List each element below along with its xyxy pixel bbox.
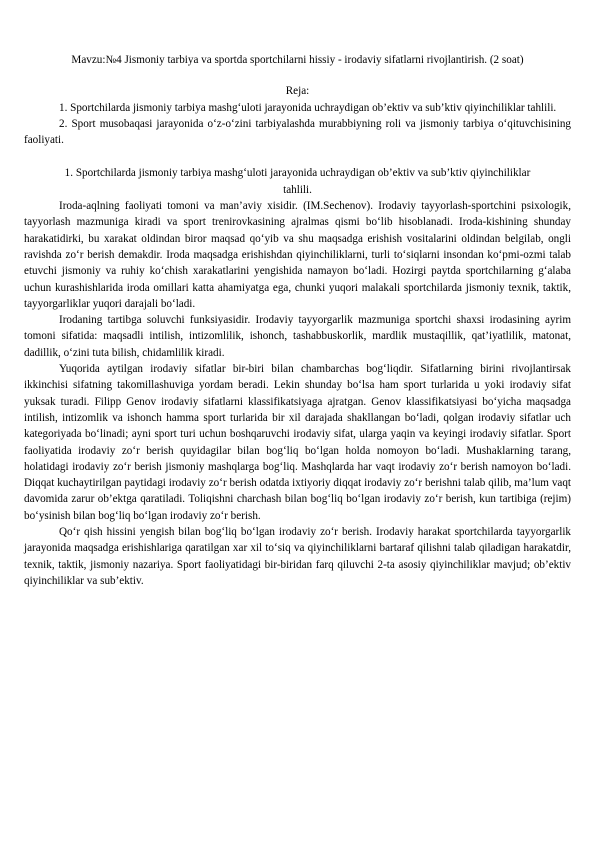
paragraph-3: Yuqorida aytilgan irodaviy sifatlar bir-biri bilan chambarchas bog‘liqdir. Sifatlarning birini rivojlantirsak ikkinchisi sifatning takomillashuviga yordam beradi. Lekin shunday bo‘lsa ham sport turlarida u yoki irodaviy sifat yuksak turadi. Filipp Genov irodaviy sifatlarni klassifikatsiyaga ajratgan. Genov klassifikatsiyasi bo‘yicha maqsadga intilish, intizomlik va ishonch hamma sport turlarida bir xil darajada shakllangan bo‘ladi, qolgan irodaviy sifatlar uch kategoriyada bo‘linadi; ayni sport turi uchun boshqaruvchi irodaviy sifat, ularga yaqin va keyingi irodaviy sifatlar. Sport faoliyatida irodaviy zo‘r berish quyidagilar bilan bog‘liq bo‘lgan holda nomoyon bo‘ladi. Mushaklarning tarang, holatidagi irodaviy zo‘r berish jismoniy mashqlarga bog‘liq. Mashqlarda har vaqt irodaviy zo‘r berish namoyon bo‘ladi. Diqqat kuchaytirilgan paytidagi irodaviy zo‘r berish odatda ixtiyoriy diqqat irodaviy zo‘r berishni talab qilib, ma’lum vaqt davomida zarur ob’ektga qaratiladi. Toliqishni charchash bilan bog‘liq bo‘lgan irodaviy zo‘r berish, kun tartibiga (rejim) bo‘ysinish bilan bog‘liq bo‘lgan irodaviy zo‘r berish.: [24, 363, 571, 522]
paragraph-1: Iroda-aqlning faoliyati tomoni va man’aviy xisidir. (IM.Sechenov). Irodaviy tayyorlash-sportchini psixologik, tayyorlash mazmuniga kiradi va sport trenirovkasining ajralmas qismi bo‘lib hisoblanadi. Iroda-kishining shunday harakatidirki, bu xarakat oldindan biror maqsad qo‘yib va shu maqsadga erishish vositalarini oldindan belgilab, ongli ravishda zo‘r berish demakdir. Iroda maqsadga erishishdan qiyinchiliklarni, turli to‘siqlarni insondan ko‘pmi-ozmi talab etuvchi jismoniy va ruhiy ko‘chish xarakatlarini yengishida namayon bo‘ladi. Hozirgi paytda sportchilarning g‘alaba uchun kurashishlarida iroda omillari katta ahamiyatga ega, chunki yuqori malakali sportchilarda jismoniy texnik, taktik, tayyorgarliklar yuqori darajali bo‘ladi.: [24, 200, 571, 310]
plan-label: Reja:: [285, 85, 310, 98]
document-page: [24, 52, 571, 589]
document-title: Mavzu:№4 Jismoniy tarbiya va sportda sportchilarni hissiy - irodaviy sifatlarni rivojlantirish. (2 soat): [71, 54, 524, 66]
section-heading: 1. Sportchilarda jismoniy tarbiya mashg‘uloti jarayonida uchraydigan ob’ektiv va sub’ktiv qiyinchiliklar tahlili.: [64, 167, 531, 196]
plan-item-1: 1. Sportchilarda jismoniy tarbiya mashg‘uloti jarayonida uchraydigan ob’ektiv va sub’ktiv qiyinchiliklar tahlili.: [59, 101, 557, 114]
plan-item-2: 2. Sport musobaqasi jarayonida o‘z-o‘zini tarbiyalashda murabbiyning roli va jismoniy tarbiya o‘qituvchisining faoliyati.: [24, 117, 571, 147]
paragraph-4: Qo‘r qish hissini yengish bilan bog‘liq bo‘lgan irodaviy zo‘r berish. Irodaviy harakat sportchilarda tayyorgarlik jarayonida maqsadga erishishlariga qaratilgan xar xil to‘siq va qiyinchiliklarni bartaraf qilishni talab qiladigan harakatdir, texnik, taktik, jismoniy nazariya. Sport faoliyatidagi bir-biridan farq qiluvchi 2-ta asosiy qiyinchiliklar mavjud; ob’ektiv qiyinchiliklar va sub’ektiv.: [24, 526, 571, 587]
paragraph-2: Irodaning tartibga soluvchi funksiyasidir. Irodaviy tayyorgarlik mazmuniga sportchi shaxsi irodasining ayrim tomoni sifatida: maqsadli intilish, intizomlilik, ishonch, tashabbuskorlik, mardlik mustaqillik, qat’iyatlilik, matonat, dadillik, o‘zini tuta bilish, chidamlilik kiradi.: [24, 314, 571, 359]
